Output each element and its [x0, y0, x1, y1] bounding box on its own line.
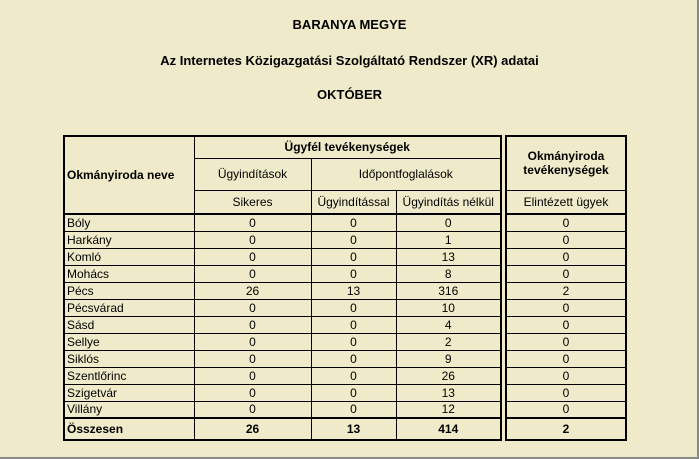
with-case-value: 0 — [311, 384, 396, 401]
handled-value: 0 — [506, 333, 626, 350]
successful-value: 26 — [194, 282, 311, 299]
handled-value: 0 — [506, 248, 626, 265]
without-case-value: 1 — [396, 231, 501, 248]
with-case-value: 0 — [311, 316, 396, 333]
successful-value: 0 — [194, 384, 311, 401]
office-name: Pécsvárad — [64, 299, 194, 316]
with-case-value: 0 — [311, 367, 396, 384]
report-subtitle: Az Internetes Közigazgatási Szolgáltató Rendszer (XR) adatai — [160, 53, 539, 68]
appointments-header: Időpontfoglalások — [311, 158, 501, 190]
successful-value: 0 — [194, 231, 311, 248]
successful-value: 0 — [194, 367, 311, 384]
successful-header: Sikeres — [194, 190, 311, 214]
total-without-case: 414 — [396, 418, 501, 440]
handled-value: 0 — [506, 231, 626, 248]
without-case-header: Ügyindítás nélkül — [396, 190, 501, 214]
table-row — [64, 316, 626, 333]
with-case-value: 0 — [311, 401, 396, 418]
office-name-header: Okmányiroda neve — [64, 136, 194, 214]
handled-value: 0 — [506, 299, 626, 316]
office-activities-header: Okmányiroda tevékenységek — [506, 136, 626, 190]
without-case-value: 26 — [396, 367, 501, 384]
with-case-value: 0 — [311, 299, 396, 316]
table-row — [64, 367, 626, 384]
successful-value: 0 — [194, 265, 311, 282]
handled-value: 0 — [506, 214, 626, 231]
total-successful: 26 — [194, 418, 311, 440]
without-case-value: 12 — [396, 401, 501, 418]
without-case-value: 2 — [396, 333, 501, 350]
with-case-value: 0 — [311, 350, 396, 367]
successful-value: 0 — [194, 214, 311, 231]
table-row — [64, 299, 626, 316]
office-name: Szentlőrinc — [64, 367, 194, 384]
handled-value: 0 — [506, 316, 626, 333]
successful-value: 0 — [194, 401, 311, 418]
table-row — [64, 350, 626, 367]
without-case-value: 13 — [396, 248, 501, 265]
table-row — [64, 384, 626, 401]
with-case-value: 0 — [311, 333, 396, 350]
successful-value: 0 — [194, 248, 311, 265]
handled-value: 0 — [506, 350, 626, 367]
successful-value: 0 — [194, 350, 311, 367]
total-label: Összesen — [64, 418, 194, 440]
office-name: Harkány — [64, 231, 194, 248]
successful-value: 0 — [194, 316, 311, 333]
handled-value: 0 — [506, 401, 626, 418]
without-case-value: 0 — [396, 214, 501, 231]
without-case-value: 316 — [396, 282, 501, 299]
handled-value: 2 — [506, 282, 626, 299]
without-case-value: 8 — [396, 265, 501, 282]
office-name: Bóly — [64, 214, 194, 231]
handled-value: 0 — [506, 265, 626, 282]
table-row — [64, 282, 626, 299]
with-case-value: 13 — [311, 282, 396, 299]
table-row — [64, 248, 626, 265]
with-case-header: Ügyindítással — [311, 190, 396, 214]
client-activities-header: Ügyfél tevékenységek — [194, 136, 501, 158]
office-name: Komló — [64, 248, 194, 265]
total-row — [64, 418, 626, 440]
with-case-value: 0 — [311, 265, 396, 282]
office-name: Sellye — [64, 333, 194, 350]
office-name: Sásd — [64, 316, 194, 333]
office-name: Mohács — [64, 265, 194, 282]
with-case-value: 0 — [311, 214, 396, 231]
successful-value: 0 — [194, 299, 311, 316]
successful-value: 0 — [194, 333, 311, 350]
without-case-value: 4 — [396, 316, 501, 333]
without-case-value: 13 — [396, 384, 501, 401]
table-row — [64, 265, 626, 282]
handled-cases-header: Elintézett ügyek — [506, 190, 626, 214]
total-with-case: 13 — [311, 418, 396, 440]
handled-value: 0 — [506, 367, 626, 384]
office-name: Pécs — [64, 282, 194, 299]
total-handled: 2 — [506, 418, 626, 440]
report-table — [63, 135, 627, 441]
table-row — [64, 231, 626, 248]
table-row — [64, 333, 626, 350]
with-case-value: 0 — [311, 231, 396, 248]
handled-value: 0 — [506, 384, 626, 401]
case-initiations-header: Ügyindítások — [194, 158, 311, 190]
with-case-value: 0 — [311, 248, 396, 265]
table-row — [64, 401, 626, 418]
county-title: BARANYA MEGYE — [292, 17, 407, 32]
without-case-value: 10 — [396, 299, 501, 316]
office-name: Szigetvár — [64, 384, 194, 401]
office-name: Siklós — [64, 350, 194, 367]
without-case-value: 9 — [396, 350, 501, 367]
month-title: OKTÓBER — [317, 87, 382, 102]
table-row — [64, 214, 626, 231]
office-name: Villány — [64, 401, 194, 418]
